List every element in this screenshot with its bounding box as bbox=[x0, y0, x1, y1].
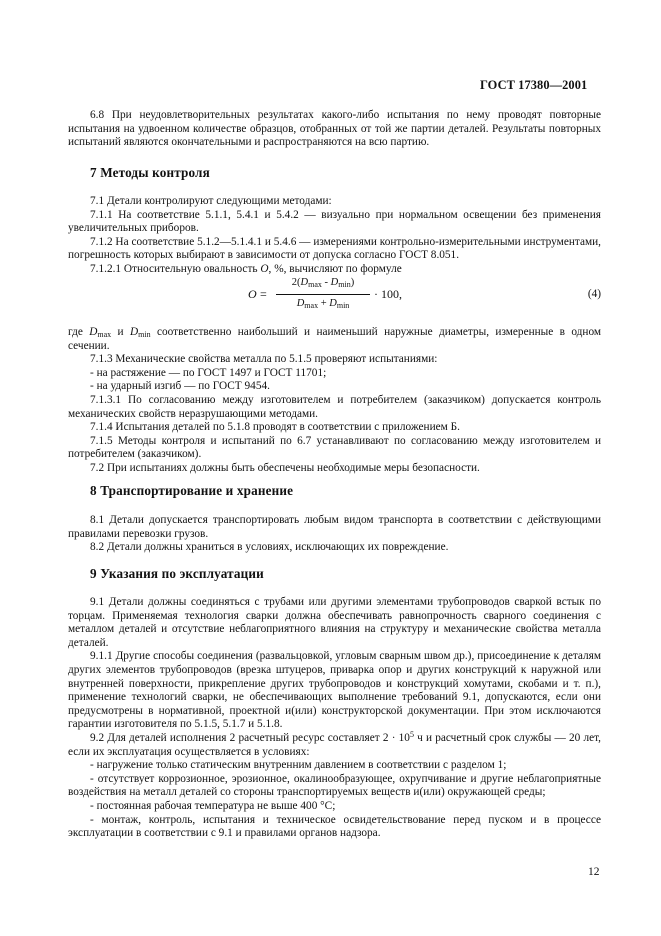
list-item-9-2-b: - отсутствует коррозионное, эрозионное, окалинообразующее, охрупчивание и другие неблагоприятные воздействия на металл деталей со стороны транспортируемых веществ и(или) окружающей среды; bbox=[68, 772, 601, 799]
paragraph-7-2: 7.2 При испытаниях должны быть обеспечены необходимые меры безопасности. bbox=[90, 461, 480, 474]
paragraph-6-8-block bbox=[68, 109, 601, 150]
formula-denominator: $D_{max} + D_{min}$ bbox=[296, 298, 350, 310]
paragraph-9-1: 9.1 Детали должны соединяться с трубами или другими элементами трубопроводов сваркой встык по торцам. Применяемая технология сварки должна обеспечивать равнопрочность сварного соединения с металлом деталей и отсутствие неблагоприятного влияния на структуру и механические свойства металла деталей. bbox=[68, 596, 601, 649]
paragraph-7-1: 7.1 Детали контролируют следующими методами: bbox=[90, 195, 332, 207]
formula-number: (4) bbox=[587, 288, 601, 300]
paragraph-7-1-2: 7.1.2 На соответствие 5.1.2—5.1.4.1 и 5.4.6 — измерениями контрольно-измерительными инструментами, погрешность которых выбирают в зависимости от допуска согласно ГОСТ 8.051. bbox=[68, 235, 601, 262]
paragraph-7-1-1: 7.1.1 На соответствие 5.1.1, 5.4.1 и 5.4.2 — визуально при нормальном освещении без применения увеличительных приборов. bbox=[68, 208, 601, 235]
paragraph-7-1-3-1: 7.1.3.1 По согласованию между изготовителем и потребителем (заказчиком) допускается контроль механических свойств неразрушающими методами. bbox=[68, 393, 601, 420]
formula-lhs: O bbox=[248, 287, 257, 301]
page-number: 12 bbox=[588, 866, 600, 878]
list-item-7-1-3-b: - на ударный изгиб — по ГОСТ 9454. bbox=[90, 380, 270, 393]
list-item-7-1-3-a: - на растяжение — по ГОСТ 1497 и ГОСТ 11701; bbox=[90, 366, 327, 379]
section-9-title: 9 Указания по эксплуатации bbox=[90, 566, 264, 581]
formula-4 bbox=[248, 274, 601, 320]
formula-equals: = bbox=[260, 287, 267, 301]
formula-multiplier: · 100, bbox=[374, 287, 402, 301]
standard-header: ГОСТ 17380—2001 bbox=[480, 78, 588, 92]
paragraph-9-1-1: 9.1.1 Другие способы соединения (развальцовкой, угловым сварным швом др.), присоединение к деталям других элементов трубопроводов (врезка штуцеров, приварка опор и других конструкций к наружной или внутренней поверхности, прикрепление других трубопроводов и конструкций хомутами, скобами и т. п.), применение технологий сварки, не обеспечивающих выполнение требований 9.1, допускаются, если они предусмотрены в нормативной, проектной и(или) конструкторской документации. При этом исключаются гарантии изготовителя по 5.1.5, 5.1.7 и 5.1.8. bbox=[68, 650, 601, 731]
paragraph-7-1-4: 7.1.4 Испытания деталей по 5.1.8 проводят в соответствии с приложением Б. bbox=[90, 421, 460, 434]
section-8-block bbox=[68, 514, 601, 555]
paragraph-7-1-5: 7.1.5 Методы контроля и испытаний по 6.7 устанавливают по согласованию между изготовителем и потребителем (заказчиком). bbox=[68, 434, 601, 461]
list-item-9-2-c: - постоянная рабочая температура не выше 400 °С; bbox=[90, 799, 336, 812]
section-7-block-a bbox=[68, 195, 601, 277]
section-8-title: 8 Транспортирование и хранение bbox=[90, 483, 294, 498]
list-item-9-2-a: - нагружение только статическим внутренним давлением в соответствии с разделом 1; bbox=[90, 759, 507, 772]
section-7-title: 7 Методы контроля bbox=[90, 165, 210, 180]
paragraph-6-8: 6.8 При неудовлетворительных результатах какого-либо испытания по нему проводят повторные испытания на удвоенном количестве образцов, отобранных от той же партии деталей. Результаты повторных испытаний являются окончательными и распространяются на всю партию. bbox=[68, 109, 601, 149]
paragraph-8-1: 8.1 Детали допускается транспортировать любым видом транспорта в соответствии с действующими правилами перевозки грузов. bbox=[68, 514, 601, 540]
section-9-block bbox=[68, 596, 601, 841]
formula-where-clause: где $D_{max}$ и $D_{min}$ соответственно наибольший и наименьший наружные диаметры, измеренные в одном сечении. bbox=[68, 326, 602, 352]
paragraph-8-2: 8.2 Детали должны храниться в условиях, исключающих их повреждение. bbox=[90, 541, 449, 554]
list-item-9-2-d: - монтаж, контроль, испытания и техническое освидетельствование перед пуском и в процессе эксплуатации в соответствии с 9.1 и правилами органов надзора. bbox=[68, 813, 601, 840]
paragraph-7-1-2-1: 7.1.2.1 Относительную овальность O, %, вычисляют по формуле bbox=[90, 262, 402, 275]
section-7-block-b bbox=[68, 326, 601, 476]
paragraph-7-1-3: 7.1.3 Механические свойства металла по 5.1.5 проверяют испытаниями: bbox=[90, 353, 438, 366]
formula-numerator: $2(D_{max} - D_{min})$ bbox=[291, 277, 355, 289]
formula-fraction-bar bbox=[276, 294, 370, 295]
paragraph-9-2: 9.2 Для деталей исполнения 2 расчетный ресурс составляет $2 \cdot 10^5$ ч и расчетный срок службы — 20 лет, если их эксплуатация осуществляется в условиях: bbox=[68, 729, 602, 758]
